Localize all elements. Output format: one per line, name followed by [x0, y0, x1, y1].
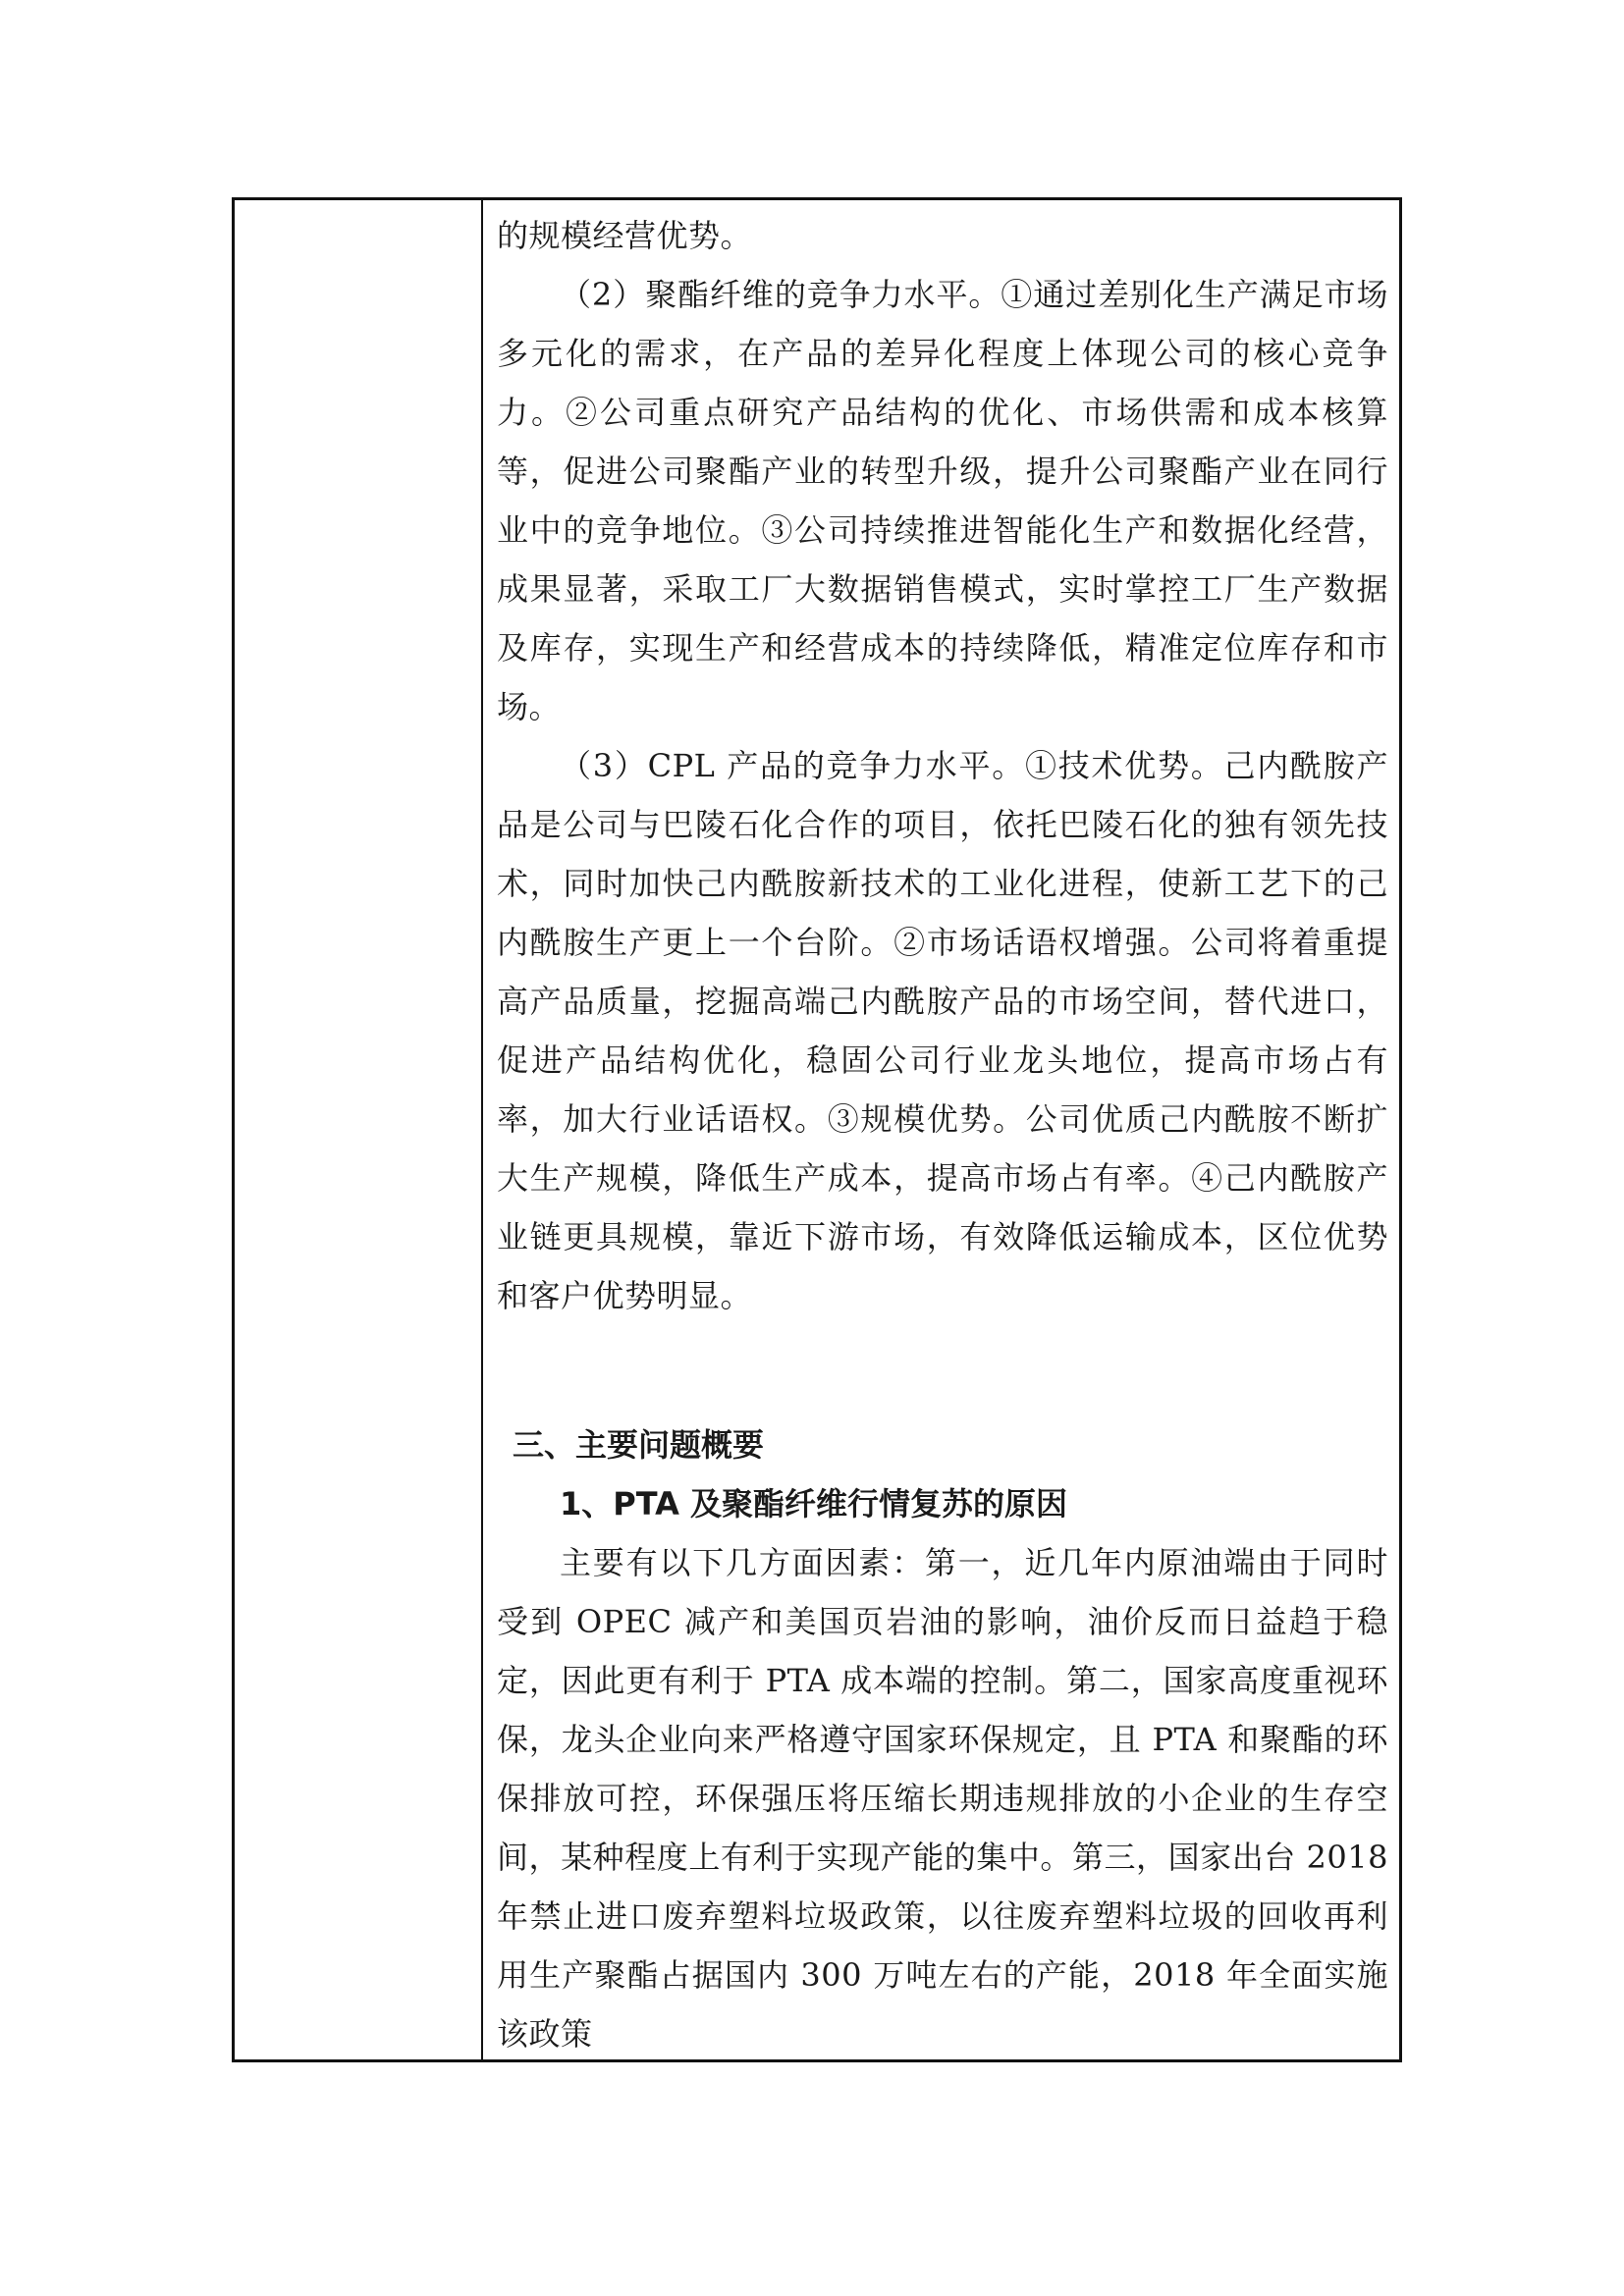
sub-heading: 1、PTA 及聚酯纤维行情复苏的原因 — [560, 1485, 1067, 1522]
paragraph-polyester-competitiveness: （2）聚酯纤维的竞争力水平。①通过差别化生产满足市场多元化的需求，在产品的差异化程度上体现公司的核心竞争力。②公司重点研究产品结构的优化、市场供需和成本核算等，促进公司聚酯产业的转型升级，提升公司聚酯产业在同行业中的竞争地位。③公司持续推进智能化生产和数据化经营，成果显著，采取工厂大数据销售模式，实时掌控工厂生产数据及库存，实现生产和经营成本的持续降低，精准定位库存和市场。 — [497, 276, 1388, 725]
table-frame — [232, 197, 1402, 2062]
paragraph-cpl-competitiveness: （3）CPL 产品的竞争力水平。①技术优势。己内酰胺产品是公司与巴陵石化合作的项目，依托巴陵石化的独有领先技术，同时加快己内酰胺新技术的工业化进程，使新工艺下的己内酰胺生产更上一个台阶。②市场话语权增强。公司将着重提高产品质量，挖掘高端己内酰胺产品的市场空间，替代进口，促进产品结构优化，稳固公司行业龙头地位，提高市场占有率，加大行业话语权。③规模优势。公司优质己内酰胺不断扩大生产规模，降低生产成本，提高市场占有率。④己内酰胺产业链更具规模，靠近下游市场，有效降低运输成本，区位优势和客户优势明显。 — [497, 747, 1388, 1314]
section-spacer — [497, 1325, 1388, 1415]
opening-line: 的规模经营优势。 — [497, 217, 753, 254]
left-table-cell — [235, 200, 481, 2059]
section-heading: 三、主要问题概要 — [513, 1426, 765, 1464]
content-table-cell — [497, 200, 1388, 2059]
column-divider — [481, 200, 483, 2059]
paragraph-recovery-reasons: 主要有以下几方面因素：第一，近几年内原油端由于同时受到 OPEC 减产和美国页岩油的影响，油价反而日益趋于稳定，因此更有利于 PTA 成本端的控制。第二，国家高度重视环保，龙头企业向来严格遵守国家环保规定，且 PTA 和聚酯的环保排放可控，环保强压将压缩长期违规排放的小企业的生存空间，某种程度上有利于实现产能的集中。第三，国家出台 2018 年禁止进口废弃塑料垃圾政策，以往废弃塑料垃圾的回收再利用生产聚酯占据国内 300 万吨左右的产能，2018 年全面实施该政策 — [497, 1544, 1388, 2053]
